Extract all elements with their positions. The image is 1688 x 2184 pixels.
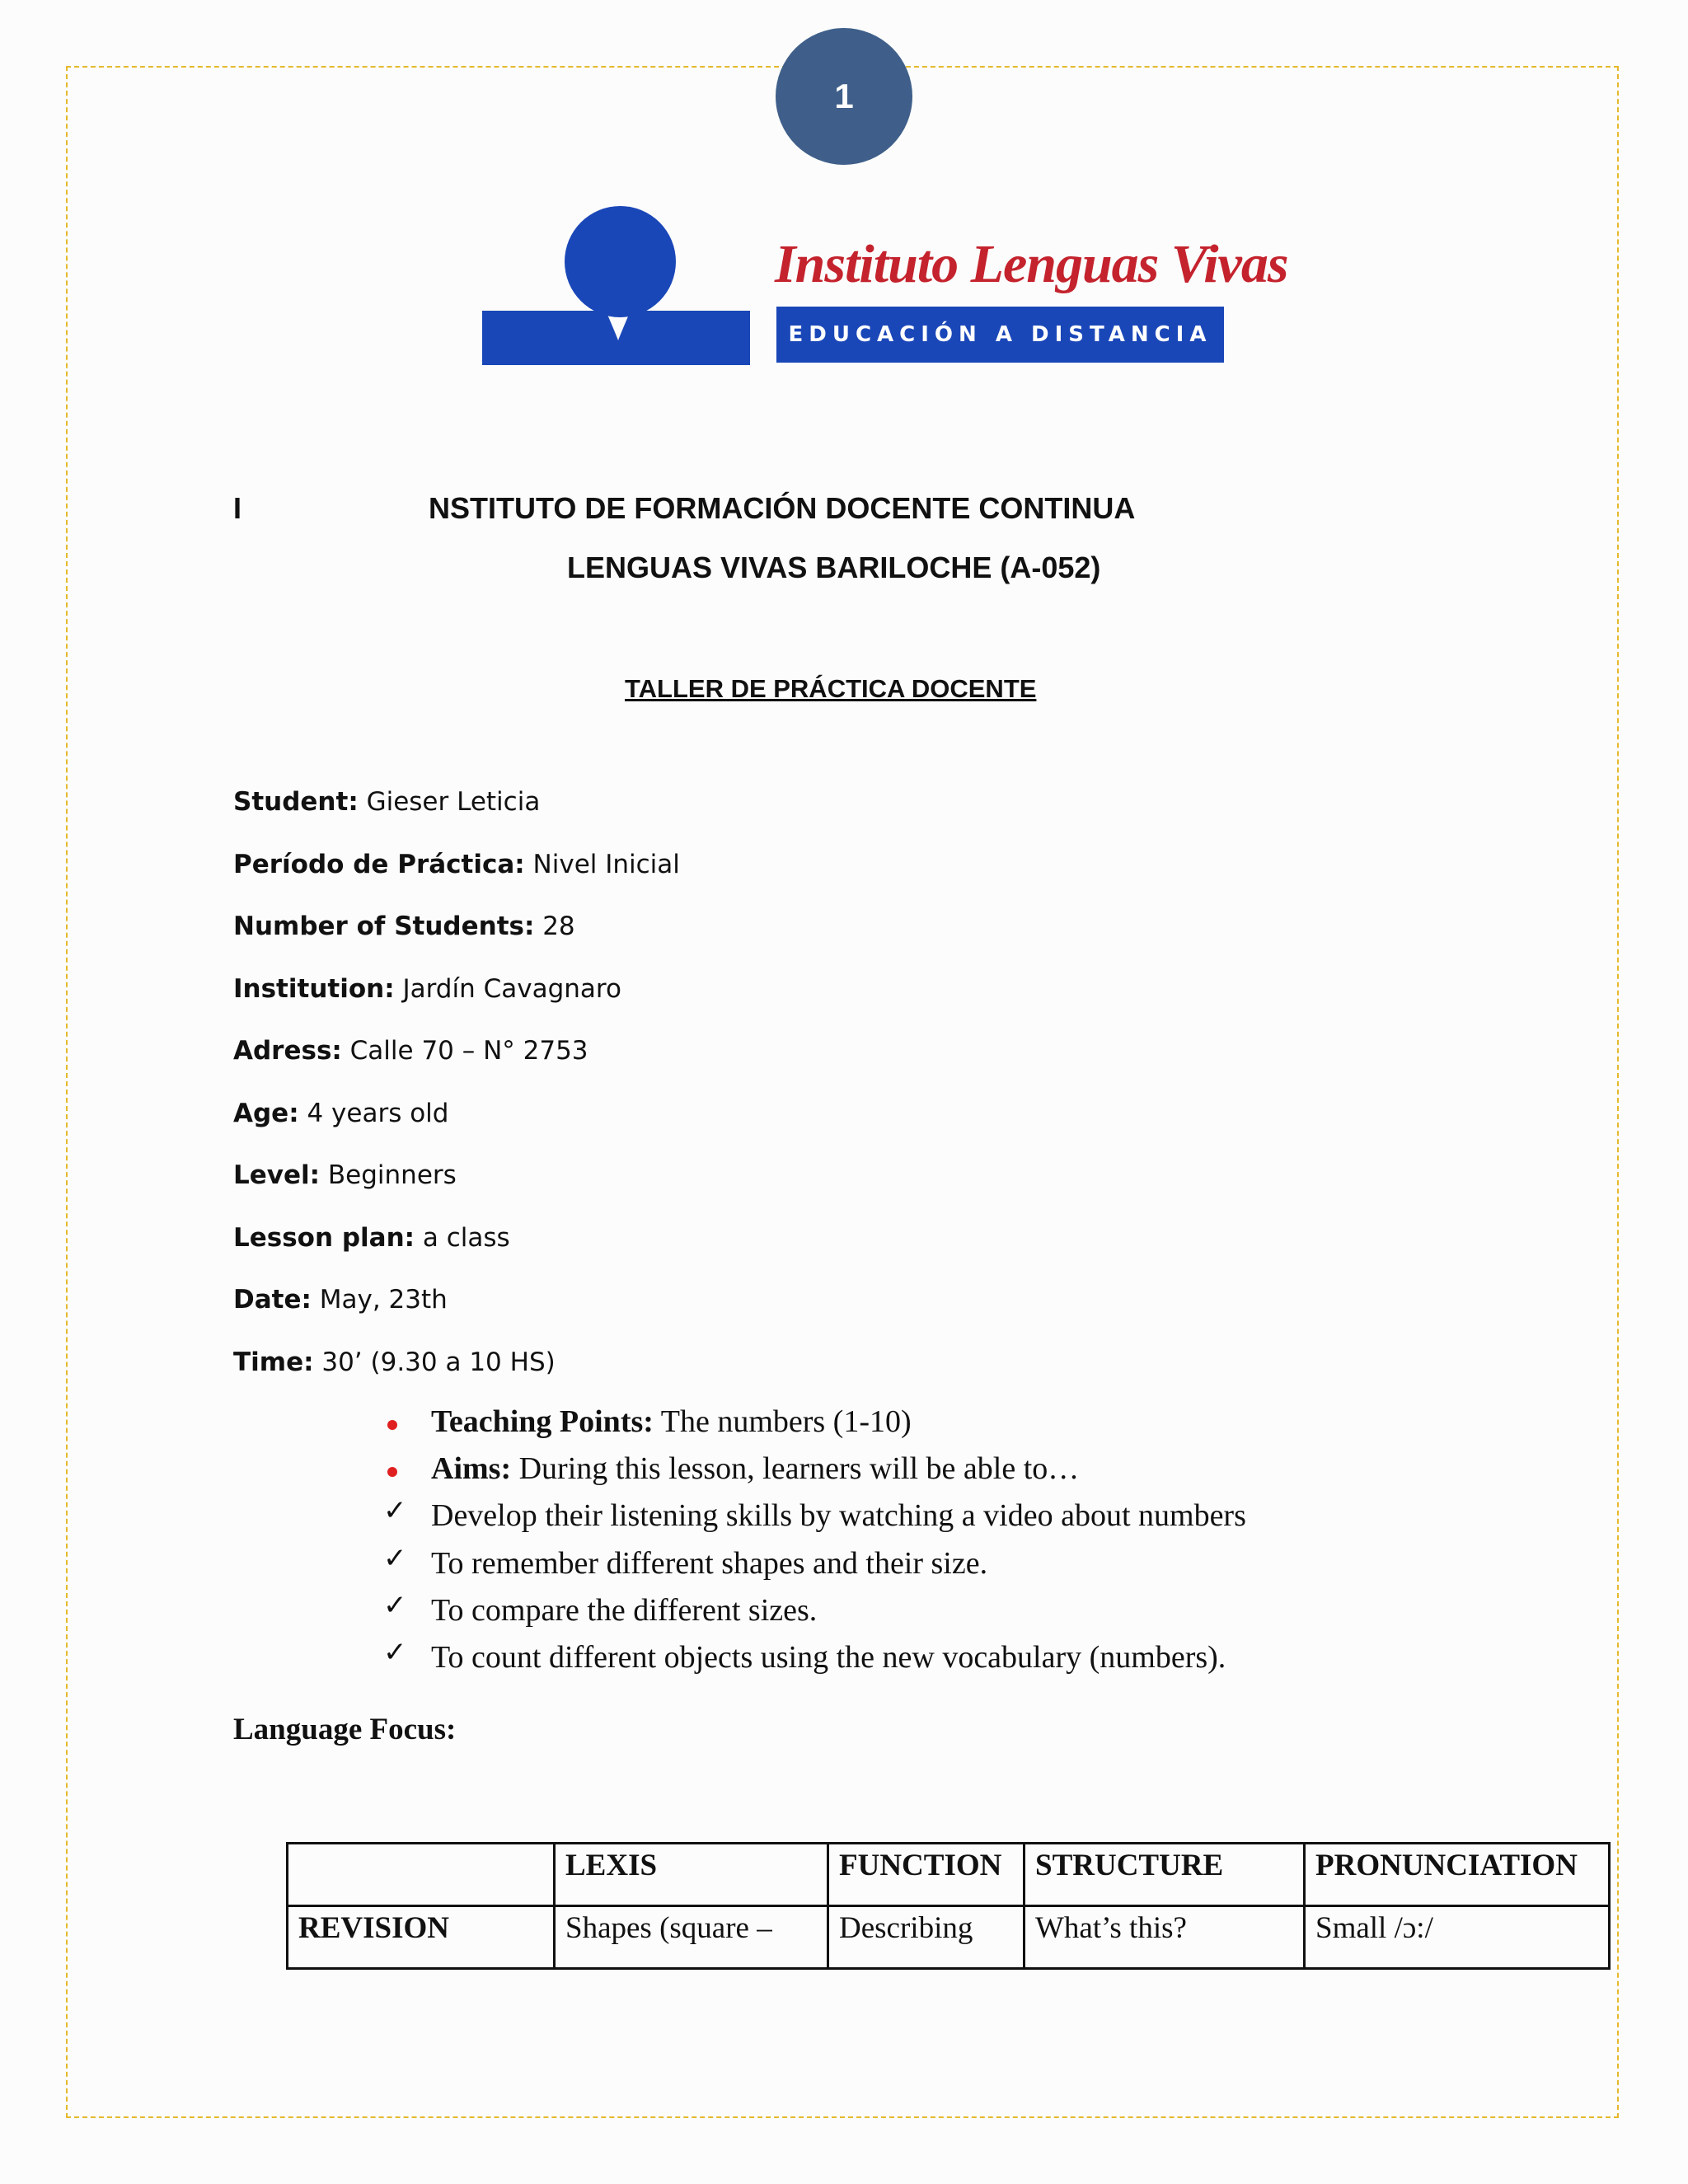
table-row bbox=[288, 1906, 1610, 1969]
aim-item: ✓ Develop their listening skills by watching a video about numbers bbox=[383, 1494, 1246, 1534]
page-number-badge: 1 bbox=[776, 28, 912, 165]
teaching-points-list bbox=[375, 1404, 1246, 1686]
table-header-cell: FUNCTION bbox=[828, 1844, 1025, 1906]
checkmark-icon: ✓ bbox=[383, 1588, 407, 1622]
document-subtitle: TALLER DE PRÁCTICA DOCENTE bbox=[625, 674, 1037, 703]
language-focus-heading: Language Focus: bbox=[233, 1713, 457, 1746]
bullet-dot-icon bbox=[387, 1467, 397, 1477]
aim-item: ✓ To count different objects using the new vocabulary (numbers). bbox=[383, 1635, 1226, 1675]
student-info-list bbox=[233, 787, 680, 1409]
aim-item: ✓ To compare the different sizes. bbox=[383, 1588, 818, 1628]
table-cell: What’s this? bbox=[1025, 1906, 1305, 1969]
aim-item: ✓ To remember different shapes and their size. bbox=[383, 1541, 988, 1581]
table-header-cell: PRONUNCIATION bbox=[1305, 1844, 1610, 1906]
heading-initial: I bbox=[233, 491, 242, 525]
bullet-dot-icon bbox=[387, 1420, 397, 1430]
logo-brand-name: Instituto Lenguas Vivas bbox=[775, 234, 1288, 294]
table-header-cell: STRUCTURE bbox=[1025, 1844, 1305, 1906]
heading-line-2: LENGUAS VIVAS BARILOCHE (A-052) bbox=[567, 551, 1101, 584]
aims-item: Aims: During this lesson, learners will be able to… bbox=[375, 1451, 1246, 1497]
checkmark-icon: ✓ bbox=[383, 1541, 407, 1575]
info-item-level: Level: Beginners bbox=[233, 1160, 457, 1190]
institute-logo bbox=[482, 202, 1288, 367]
table-header-cell bbox=[288, 1844, 555, 1906]
info-item-address: Adress: Calle 70 – N° 2753 bbox=[233, 1036, 588, 1066]
table-header-cell: LEXIS bbox=[555, 1844, 828, 1906]
info-item-age: Age: 4 years old bbox=[233, 1098, 449, 1128]
table-header-row bbox=[288, 1844, 1610, 1906]
info-item-number-of-students: Number of Students: 28 bbox=[233, 912, 575, 941]
checkmark-icon: ✓ bbox=[383, 1635, 407, 1669]
info-item-date: Date: May, 23th bbox=[233, 1285, 448, 1315]
logo-emblem-book-icon bbox=[482, 301, 750, 365]
info-item-institution: Institution: Jardín Cavagnaro bbox=[233, 973, 621, 1004]
table-cell: Describing bbox=[828, 1906, 1025, 1969]
info-item-student: Student: Gieser Leticia bbox=[233, 787, 541, 817]
table-cell: Shapes (square – bbox=[555, 1906, 828, 1969]
language-focus-table bbox=[286, 1842, 1611, 1970]
logo-brand-tagline: EDUCACIÓN A DISTANCIA bbox=[776, 307, 1224, 363]
info-item-time: Time: 30’ (9.30 a 10 HS) bbox=[233, 1347, 556, 1377]
info-item-lesson-plan: Lesson plan: a class bbox=[233, 1222, 510, 1253]
heading-line-1: NSTITUTO DE FORMACIÓN DOCENTE CONTINUA bbox=[429, 491, 1136, 525]
table-cell: REVISION bbox=[288, 1906, 555, 1969]
checkmark-icon: ✓ bbox=[383, 1494, 407, 1528]
teaching-points-item: Teaching Points: The numbers (1-10) bbox=[375, 1404, 1246, 1451]
info-item-period: Período de Práctica: Nivel Inicial bbox=[233, 849, 680, 879]
table-cell: Small /ɔ:/ bbox=[1305, 1906, 1610, 1969]
